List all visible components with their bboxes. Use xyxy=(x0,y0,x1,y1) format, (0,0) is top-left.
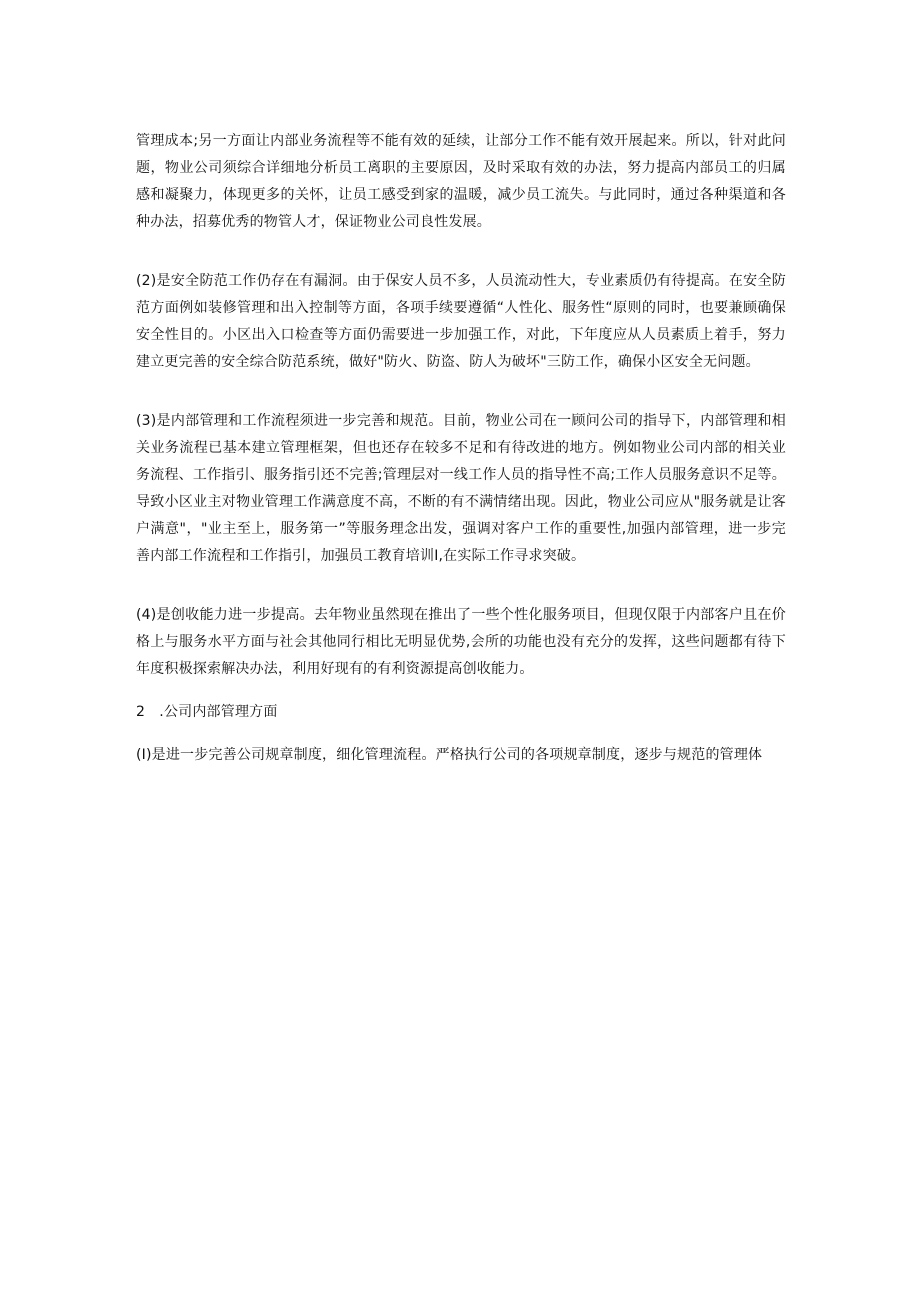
paragraph-internal-management: (3)是内部管理和工作流程须进一步完善和规范。目前，物业公司在一顾问公司的指导下，内部管理和相关业务流程已基本建立管理框架，但也还存在较多不足和有待改进的地方。例如物业公司内部的相关业务流程、工作指引、服务指引还不完善;管理层对一线工作人员的指导性不高;工作人员服务意识不足等。导致小区业主对物业管理工作满意度不高，不断的有不满情绪出现。因此，物业公司应从"服务就是让客户满意"，"业主至上，服务第一”等服务理念出发，强调对客户工作的重要性,加强内部管理，进一步完善内部工作流程和工作指引，加强员工教育培训I,在实际工作寻求突破。 xyxy=(136,413,786,564)
paragraph-regulations: (I)是进一步完善公司规章制度，细化管理流程。严格执行公司的各项规章制度，逐步与规范的管理体 xyxy=(136,747,763,763)
paragraph-security: (2)是安全防范工作仍存在有漏洞。由于保安人员不多，人员流动性大，专业素质仍有待提高。在安全防范方面例如装修管理和出入控制等方面，各项手续要遵循“人性化、服务性“原则的同时，也要兼顾确保安全性目的。小区出入口检查等方面仍需要进一步加强工作，对此，下年度应从人员素质上着手，努力建立更完善的安全综合防范系统，做好"防火、防盗、防人为破坏"三防工作，确保小区安全无问题。 xyxy=(136,273,786,370)
paragraph-revenue: (4)是创收能力进一步提高。去年物业虽然现在推出了一些个性化服务项目，但现仅限于内部客户且在价格上与服务水平方面与社会其他同行相比无明显优势,会所的功能也没有充分的发挥，这些问题都有待下年度积极探索解决办法，利用好现有的有利资源提高创收能力。 xyxy=(136,607,786,677)
section-heading: 2 .公司内部管理方面 xyxy=(136,704,278,720)
document-page xyxy=(136,128,786,769)
paragraph-staff-turnover: 管理成本;另一方面让内部业务流程等不能有效的延续，让部分工作不能有效开展起来。所以，针对此问题，物业公司须综合详细地分析员工离职的主要原因，及时采取有效的办法，努力提高内部员工的归属感和凝聚力，体现更多的关怀，让员工感受到家的温暖，减少员工流失。与此同时，通过各种渠道和各种办法，招募优秀的物管人才，保证物业公司良性发展。 xyxy=(136,133,786,230)
